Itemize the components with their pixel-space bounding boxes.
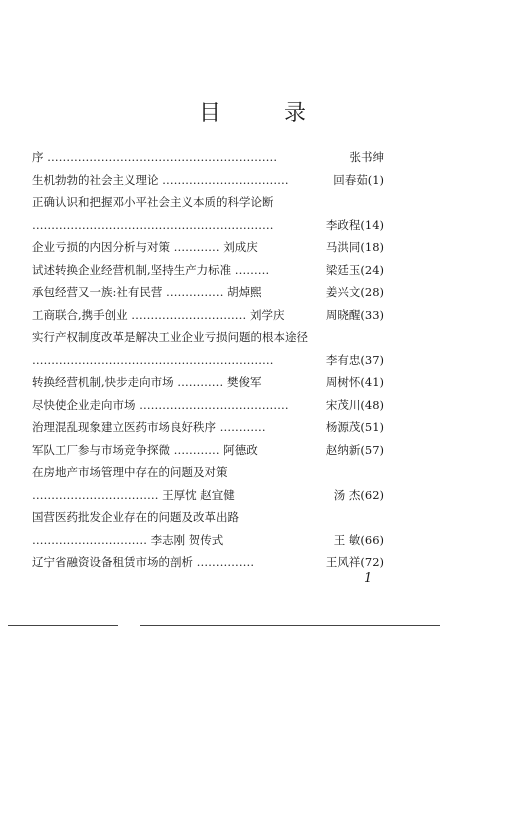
toc-entry-text: 序 …………………………………………………… [32, 150, 278, 164]
toc-entry [32, 394, 384, 417]
bottom-rule-left [8, 625, 118, 626]
toc-entry [32, 214, 384, 237]
toc-entry-author-page: 汤 杰(62) [333, 487, 384, 502]
toc-entry-text: ………………………… 李志刚 贺传式 [32, 532, 224, 547]
toc-entry-author-page: 赵纳新(57) [325, 442, 384, 457]
toc-entry-author-page: 回春茹(1) [333, 172, 384, 187]
toc-entry-text: 军队工厂参与市场竞争探微 ………… 阿德政 [32, 442, 258, 457]
toc-entry [32, 529, 384, 552]
toc-entry-text: 试述转换企业经营机制,坚持生产力标准 ……… [32, 262, 270, 277]
toc-entry-text: 在房地产市场管理中存在的问题及对策 [32, 465, 228, 479]
toc-entry-text: 转换经营机制,快步走向市场 ………… 樊俊军 [32, 375, 262, 389]
toc-entry [32, 349, 384, 372]
toc-entry [32, 371, 384, 394]
toc-entry-author-page: 宋茂川(48) [325, 397, 384, 412]
toc-entry [32, 304, 384, 327]
toc-entry-author-page: 姜兴文(28) [325, 285, 384, 299]
toc-entry-text: 尽快使企业走向市场 ………………………………… [32, 397, 289, 412]
toc-entry [32, 281, 384, 304]
page-number: 1 [364, 571, 373, 586]
toc-entry-author-page: 王 敏(66) [333, 532, 384, 547]
toc-entry [32, 146, 384, 169]
toc-entry-text: …………………………… 王厚忱 赵宜健 [32, 487, 235, 502]
table-of-contents [32, 146, 384, 574]
toc-entry-text: 企业亏损的内因分析与对策 ………… 刘成庆 [32, 240, 258, 254]
toc-entry [32, 484, 384, 507]
toc-entry [32, 326, 384, 349]
toc-entry-author-page: 李政程(14) [325, 217, 384, 232]
toc-entry-author-page: 马洪同(18) [325, 240, 384, 254]
toc-entry-text: ……………………………………………………… [32, 217, 274, 232]
toc-entry-text: 正确认识和把握邓小平社会主义本质的科学论断 [32, 195, 274, 209]
toc-entry-text: 生机勃勃的社会主义理论 …………………………… [32, 172, 289, 187]
toc-entry-author-page: 张书绅 [349, 150, 384, 164]
toc-entry-author-page: 李有忠(37) [325, 352, 384, 367]
toc-entry [32, 416, 384, 439]
toc-entry-author-page: 王风祥(72) [325, 555, 384, 569]
toc-entry [32, 236, 384, 259]
toc-entry-author-page: 周晓醒(33) [325, 307, 384, 322]
toc-entry [32, 506, 384, 529]
toc-entry-text: 工商联合,携手创业 ………………………… 刘学庆 [32, 307, 285, 322]
toc-entry-text: 实行产权制度改革是解决工业企业亏损问题的根本途径 [32, 330, 308, 344]
toc-entry [32, 259, 384, 282]
toc-entry-text: ……………………………………………………… [32, 352, 274, 367]
toc-entry-text: 治理混乱现象建立医药市场良好秩序 ………… [32, 420, 266, 434]
toc-entry [32, 169, 384, 192]
toc-entry-text: 国营医药批发企业存在的问题及改革出路 [32, 510, 239, 524]
toc-entry-author-page: 杨源茂(51) [325, 420, 384, 434]
toc-entry-author-page: 周树怀(41) [325, 375, 384, 389]
bottom-rule-right [140, 625, 440, 626]
page-title: 目 录 [199, 101, 334, 126]
toc-entry-author-page: 梁廷玉(24) [325, 262, 384, 277]
toc-entry-text: 承包经营又一族:社有民营 …………… 胡焯熙 [32, 285, 262, 299]
toc-entry [32, 461, 384, 484]
toc-entry [32, 191, 384, 214]
toc-entry [32, 551, 384, 574]
toc-entry [32, 439, 384, 462]
toc-entry-text: 辽宁省融资设备租赁市场的剖析 …………… [32, 555, 255, 569]
